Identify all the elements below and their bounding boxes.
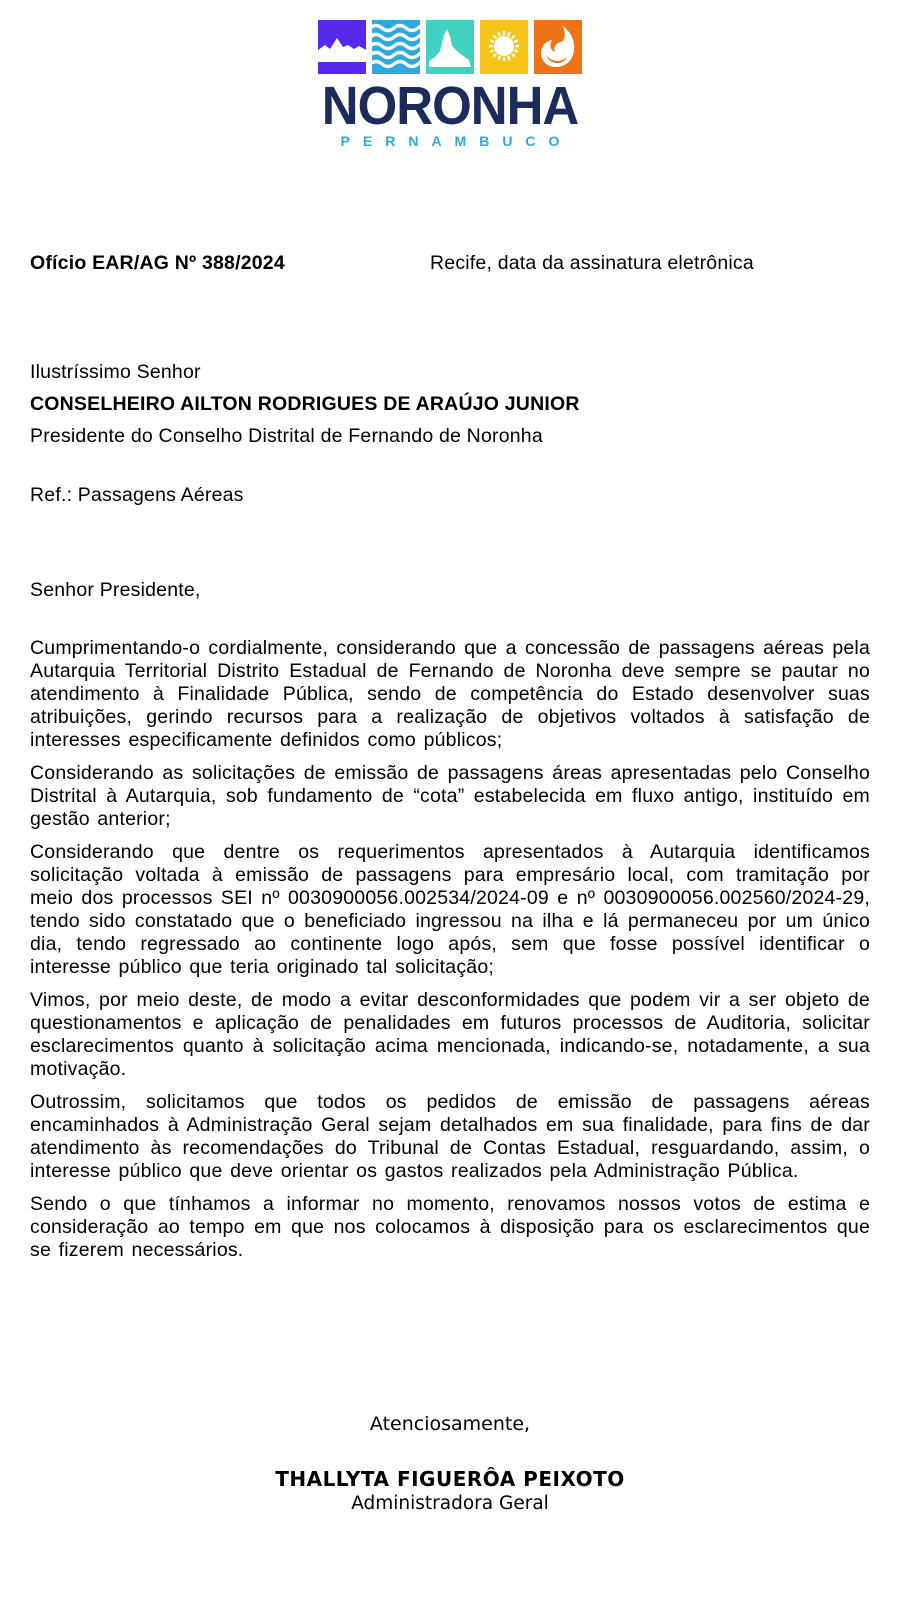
greeting-line: Senhor Presidente,: [30, 579, 201, 601]
addressee-name: CONSELHEIRO AILTON RODRIGUES DE ARAÚJO JUNIOR: [30, 393, 580, 415]
body-paragraphs: [30, 637, 870, 1262]
paragraph: Sendo o que tínhamos a informar no momento, renovamos nossos votos de estima e consideração ao tempo em que nos colocamos à disposição para os esclarecimentos que se fizerem necessários.: [30, 1193, 870, 1261]
addressee-title: Presidente do Conselho Distrital de Fernando de Noronha: [30, 425, 543, 447]
doc-header: [30, 252, 870, 275]
noronha-logo: [0, 20, 900, 148]
signer-role: Administradora Geral: [351, 1493, 549, 1514]
paragraph: Outrossim, solicitamos que todos os pedidos de emissão de passagens aéreas encaminhados à Administração Geral sejam detalhados em sua finalidade, para fins de dar atendimento às recomendações do Tribunal de Contas Estadual, resguardando, assim, o interesse público que deve orientar os gastos realizados pela Administração Pública.: [30, 1091, 870, 1182]
paragraph: Considerando que dentre os requerimentos apresentados à Autarquia identificamos solicitação voltada à emissão de passagens para empresário local, com tramitação por meio dos processos SEI nº 0030900056.002534/2024-09 e nº 0030900056.002560/2024-29, tendo sido constatado que o beneficiado ingressou na ilha e lá permaneceu por um único dia, tendo regressado ao continente logo após, sem que fosse possível identificar o interesse público que teria originado tal solicitação;: [30, 841, 870, 978]
subject-line: Ref.: Passagens Aéreas: [30, 484, 244, 506]
signer-name: THALLYTA FIGUERÔA PEIXOTO: [275, 1467, 625, 1491]
logo-tiles: [318, 20, 582, 74]
waves-icon: [372, 20, 420, 74]
doc-reference: Ofício EAR/AG Nº 388/2024: [30, 252, 285, 274]
peak-icon: [426, 20, 474, 74]
addressee-salutation: Ilustríssimo Senhor: [30, 361, 201, 383]
logo-brand-text: NORONHA: [321, 75, 579, 136]
paragraph: Considerando as solicitações de emissão de passagens áreas apresentadas pelo Conselho Distrital à Autarquia, sob fundamento de “cota” estabelecida em fluxo antigo, instituído em gestão anterior;: [30, 762, 870, 830]
paragraph: Cumprimentando-o cordialmente, considerando que a concessão de passagens aéreas pela Autarquia Territorial Distrito Estadual de Fernando de Noronha deve sempre se pautar no atendimento à Finalidade Pública, sendo de competência do Estado desenvolver suas atribuições, gerindo recursos para a realização de objetivos voltados à satisfação de interesses especificamente definidos como públicos;: [30, 637, 870, 751]
logo-subtitle-text: PERNAMBUCO: [340, 133, 573, 149]
letter-content: [30, 252, 870, 1272]
closing-block: [30, 1413, 870, 1515]
sun-icon: [480, 20, 528, 74]
doc-date-line: Recife, data da assinatura eletrônica: [430, 252, 754, 274]
valediction: Atenciosamente,: [369, 1413, 531, 1435]
addressee-block: [30, 356, 870, 452]
mountains-icon: [318, 20, 366, 74]
paragraph: Vimos, por meio deste, de modo a evitar desconformidades que podem vir a ser objeto de questionamentos e aplicação de penalidades em futuros processos de Auditoria, solicitar esclarecimentos quanto à solicitação acima mencionada, indicando-se, notadamente, a sua motivação.: [30, 989, 870, 1080]
flame-icon: [534, 20, 582, 74]
